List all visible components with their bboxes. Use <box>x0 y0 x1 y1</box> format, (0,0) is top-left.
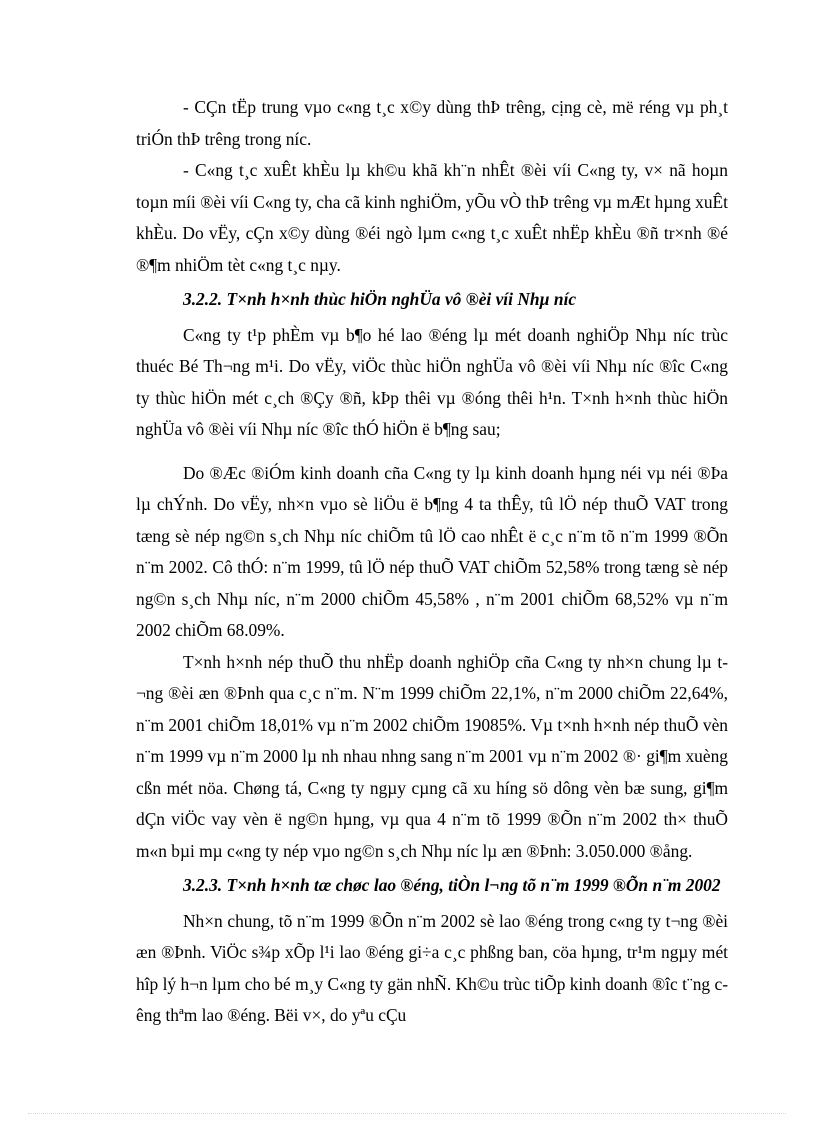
section-heading-state-obligations: 3.2.2. T×nh h×nh thùc hiÖn nghÜa vô ®èi víi Nhµ níc <box>183 289 577 309</box>
paragraph-export-work: - C«ng t¸c xuÊt khÈu lµ kh©u khã kh¨n nhÊt ®èi víi C«ng ty, v× nã hoµn toµn míi ®èi víi C«ng ty, cha cã kinh nghiÖm, yÕu vÒ thÞ trêng vµ mÆt hµng xuÊt khÈu. Do vËy, cÇn x©y dùng ®éi ngò lµm c«ng t¸c xuÊt nhËp khÈu ®ñ tr×nh ®é ®¶m nhiÖm tèt c«ng t¸c nµy. <box>136 160 728 275</box>
paragraph-company-obligations: C«ng ty t¹p phÈm vµ b¶o hé lao ®éng lµ mét doanh nghiÖp Nhµ níc trùc thuéc Bé Th¬ng m¹i. Do vËy, viÖc thùc hiÖn nghÜa vô ®èi víi Nhµ níc ®îc C«ng ty thùc hiÖn mét c¸ch ®Çy ®ñ, kÞp thêi vµ ®óng thêi h¹n. T×nh h×nh thùc hiÖn nghÜa vô ®èi víi Nhµ níc ®îc thÓ hiÖn ë b¶ng sau; <box>136 324 728 439</box>
section-heading-labor-wages: 3.2.3. T×nh h×nh tæ chøc lao ®éng, tiÒn l¬ng tõ n¨m 1999 ®Õn n¨m 2002 <box>183 875 721 895</box>
table-placeholder-gap <box>136 446 728 458</box>
paragraph-market-focus: - CÇn tËp trung vµo c«ng t¸c x©y dùng thÞ trêng, cịng cè, më réng vµ ph¸t triÓn thÞ trêng trong níc. <box>136 97 728 149</box>
document-body <box>136 92 728 1032</box>
paragraph-labor-overview: Nh×n chung, tõ n¨m 1999 ®Õn n¨m 2002 sè lao ®éng trong c«ng ty t¬ng ®èi æn ®Þnh. ViÖc s¾p xÕp l¹i lao ®éng gi÷a c¸c phßng ban, cöa hµng, tr¹m ngµy mét hîp lý h¬n lµm cho bé m¸y C«ng ty gän nhÑ. Kh©u trùc tiÕp kinh doanh ®îc t¨ng cêng thªm lao ®éng. Bëi v×, do yªu cÇu <box>136 910 728 1025</box>
page-bottom-dotted-rule <box>28 1113 786 1114</box>
paragraph-income-tax-analysis: T×nh h×nh nép thuÕ thu nhËp doanh nghiÖp cña C«ng ty nh×n chung lµ t¬ng ®èi æn ®Þnh qua c¸c n¨m. N¨m 1999 chiÕm 22,1%, n¨m 2000 chiÕm 22,64%, n¨m 2001 chiÕm 18,01% vµ n¨m 2002 chiÕm 19085%. Vµ t×nh h×nh nép thuÕ vèn n¨m 1999 vµ n¨m 2000 lµ nh nhau nhng sang n¨m 2001 vµ n¨m 2002 ®· gi¶m xuèng cßn mét nöa. Chøng tá, C«ng ty ngµy cµng cã xu híng sö dông vèn bæ sung, gi¶m dÇn viÖc vay vèn ë ng©n hµng, vµ qua 4 n¨m tõ 1999 ®Õn n¨m 2002 th× thuÕ m«n bµi mµ c«ng ty nép vµo ng©n s¸ch Nhµ níc lµ æn ®Þnh: 3.050.000 ®ång. <box>136 651 728 861</box>
paragraph-vat-analysis: Do ®Æc ®iÓm kinh doanh cña C«ng ty lµ kinh doanh hµng néi vµ néi ®Þa lµ chÝnh. Do vËy, nh×n vµo sè liÖu ë b¶ng 4 ta thÊy, tû lÖ nép thuÕ VAT trong tæng sè nép ng©n s¸ch Nhµ níc chiÕm tû lÖ cao nhÊt ë c¸c n¨m tõ n¨m 1999 ®Õn n¨m 2002. Cô thÓ: n¨m 1999, tû lÖ nép thuÕ VAT chiÕm 52,58% trong tæng sè nép ng©n s¸ch Nhµ níc, n¨m 2000 chiÕm 45,58% , n¨m 2001 chiÕm 68,52% vµ n¨m 2002 chiÕm 68.09%. <box>136 462 728 640</box>
